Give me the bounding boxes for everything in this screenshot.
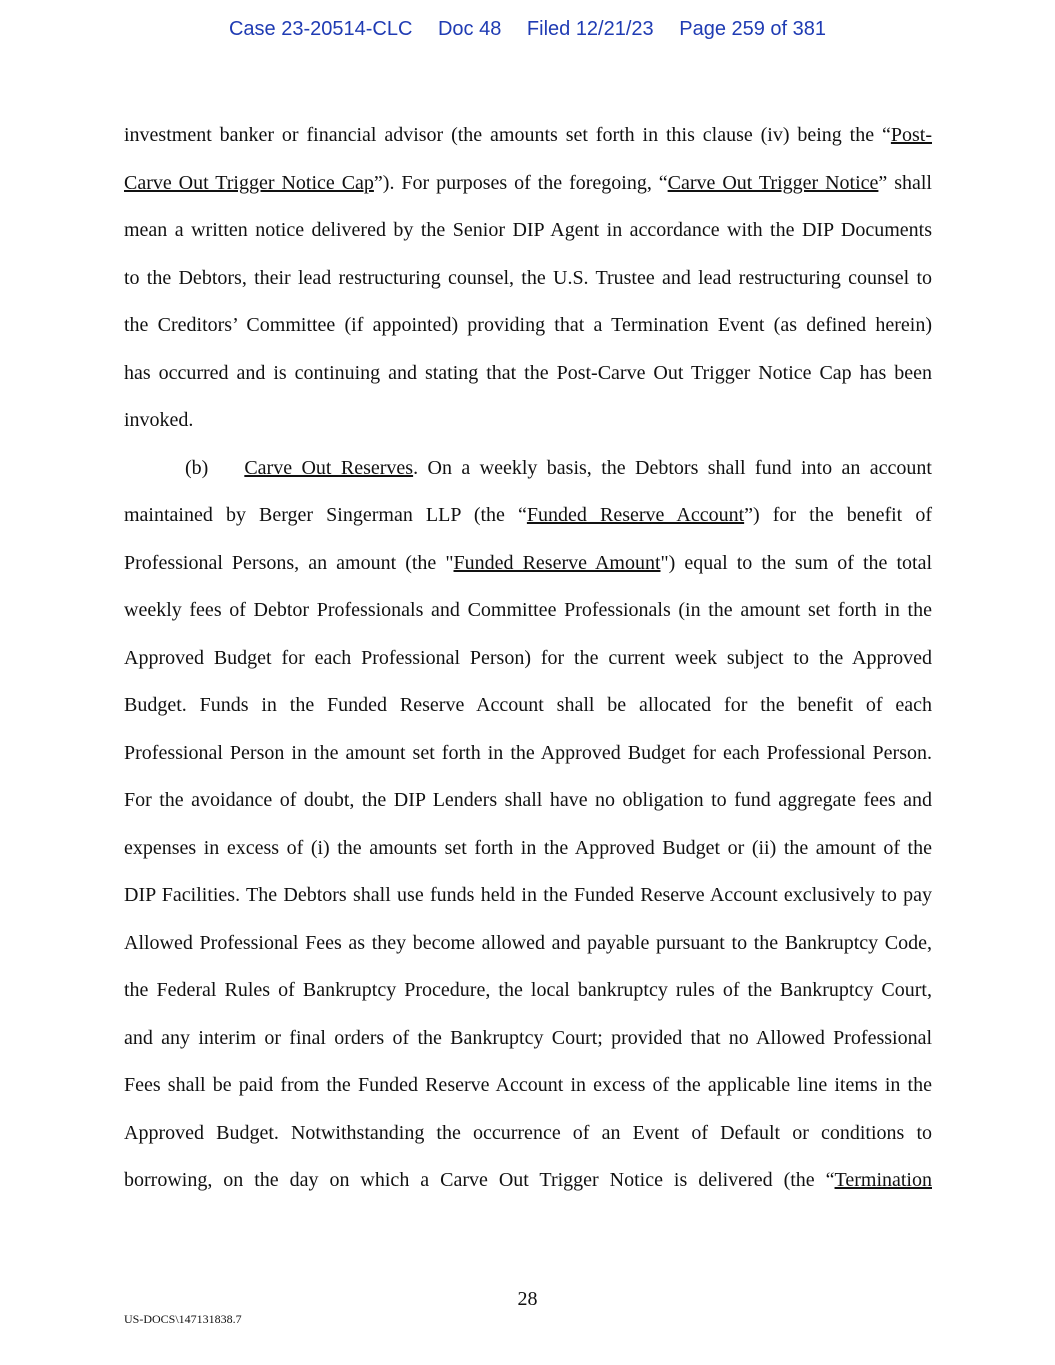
text-line: the Federal Rules of Bankruptcy Procedure, the local bankruptcy rules of the Bankruptcy Court, (124, 979, 932, 1001)
document-id: US-DOCS\147131838.7 (124, 1312, 242, 1326)
page-count: Page 259 of 381 (679, 18, 827, 40)
defined-term: Termination (834, 1169, 932, 1191)
defined-term: Carve Out Trigger Notice (667, 171, 879, 194)
text-line: borrowing, on the day on which a Carve Out Trigger Notice is delivered (the “Termination (124, 1169, 932, 1191)
text-line: For the avoidance of doubt, the DIP Lenders shall have no obligation to fund aggregate fees and (124, 789, 932, 811)
text-line: Budget. Funds in the Funded Reserve Account shall be allocated for the benefit of each (124, 694, 932, 716)
document-body (124, 112, 932, 1205)
section-label: (b) (185, 456, 209, 479)
page-number: 28 (517, 1288, 538, 1310)
text-line: Allowed Professional Fees as they become allowed and payable pursuant to the Bankruptcy Code, (124, 931, 932, 954)
section-title: Carve Out Reserves (244, 456, 414, 479)
case-header (0, 18, 1055, 41)
text-line: invoked. (124, 409, 194, 431)
defined-term: Funded Reserve Account (526, 504, 745, 526)
doc-number: Doc 48 (437, 18, 502, 40)
text-line: Fees shall be paid from the Funded Reserve Account in excess of the applicable line items in the (124, 1074, 932, 1096)
text-line: to the Debtors, their lead restructuring counsel, the U.S. Trustee and lead restructuring counsel to (124, 266, 932, 289)
text-line: Professional Persons, an amount (the "Funded Reserve Amount") equal to the sum of the total (124, 551, 932, 574)
text-line: has occurred and is continuing and stating that the Post-Carve Out Trigger Notice Cap has been (124, 361, 932, 384)
defined-term: Carve Out Trigger Notice Cap (124, 171, 374, 194)
text-line: and any interim or final orders of the Bankruptcy Court; provided that no Allowed Professional (124, 1026, 932, 1049)
text-line: Approved Budget. Notwithstanding the occurrence of an Event of Default or conditions to (124, 1121, 932, 1144)
section-heading-line: (b) Carve Out Reserves. On a weekly basis, the Debtors shall fund into an account (185, 456, 932, 479)
text-line: DIP Facilities. The Debtors shall use funds held in the Funded Reserve Account exclusively to pay (124, 884, 932, 906)
text-line: expenses in excess of (i) the amounts set forth in the Approved Budget or (ii) the amount of the (124, 836, 932, 859)
text-line: Approved Budget for each Professional Person) for the current week subject to the Approved (124, 646, 932, 669)
filed-date: Filed 12/21/23 (526, 18, 654, 40)
text-line: mean a written notice delivered by the Senior DIP Agent in accordance with the DIP Documents (124, 219, 932, 241)
text-line: Carve Out Trigger Notice Cap”). For purposes of the foregoing, “Carve Out Trigger Notice” shall (124, 171, 932, 194)
text-line: Professional Person in the amount set forth in the Approved Budget for each Professional Person. (124, 741, 932, 764)
text-line: the Creditors’ Committee (if appointed) providing that a Termination Event (as defined herein) (124, 314, 932, 336)
case-number: Case 23-20514-CLC (228, 18, 413, 40)
text-line: investment banker or financial advisor (the amounts set forth in this clause (iv) being the “Post- (124, 124, 932, 146)
text-line: weekly fees of Debtor Professionals and Committee Professionals (in the amount set forth in the (124, 599, 932, 621)
defined-term: Funded Reserve Amount (453, 551, 661, 574)
text-line: maintained by Berger Singerman LLP (the “Funded Reserve Account”) for the benefit of (124, 504, 932, 526)
